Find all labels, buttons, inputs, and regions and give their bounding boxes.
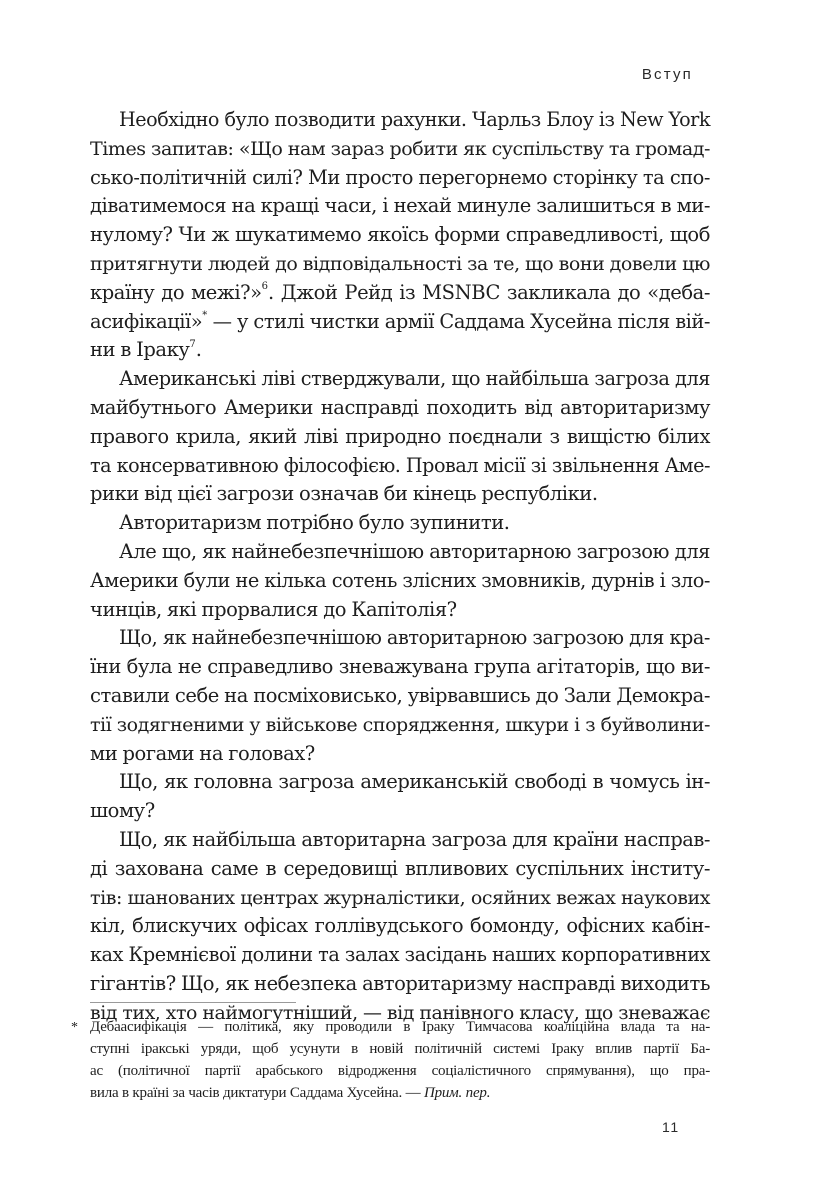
text-line <box>90 653 710 682</box>
line-text: чинців, які прорвалися до Капітолія? <box>90 597 457 621</box>
running-head: Вступ <box>641 66 693 83</box>
line-text: Що, як найнебезпечнішою авторитарною загрозою для кра- <box>119 626 710 650</box>
line-text: та консервативною філософією. Провал місії зі звільнення Аме- <box>90 453 710 477</box>
line-text: рики від цієї загрози означав би кінець республіки. <box>90 482 598 506</box>
line-text: асифікації» <box>90 309 203 333</box>
text-line <box>90 279 710 308</box>
text-line <box>90 682 710 711</box>
line-text: Авторитаризм потрібно було зупинити. <box>119 511 510 535</box>
text-line <box>90 480 710 509</box>
text-line <box>90 538 710 567</box>
text-line <box>90 970 710 999</box>
line-text: гігантів? Що, як небезпека авторитаризму насправді виходить <box>90 971 710 995</box>
line-text: діватимемося на кращі часи, і нехай минуле залишиться в ми- <box>90 194 710 218</box>
text-line <box>90 567 710 596</box>
footnote-line <box>90 1060 710 1082</box>
text-line <box>90 509 710 538</box>
line-text-after: . <box>195 338 202 362</box>
text-line <box>90 394 710 423</box>
line-text: тії зодягненими у військове спорядження, шкури і з буйволини- <box>90 713 710 736</box>
reference-mark: 6 <box>261 281 269 293</box>
line-text: Необхідно було позводити рахунки. Чарльз Блоу із New York <box>119 108 710 131</box>
line-text: Американські ліві стверджували, що найбільша загроза для <box>119 367 710 391</box>
line-text: правого крила, який ліві природно поєднали з вищістю білих <box>90 424 710 448</box>
text-line <box>90 106 710 135</box>
text-line <box>90 164 710 193</box>
line-text: Америки були не кілька сотень злісних змовників, дурнів і зло- <box>90 568 710 592</box>
text-line <box>90 192 710 221</box>
line-text: притягнути людей до відповідальності за те, що вони довели цю <box>90 252 710 275</box>
text-line <box>90 912 710 941</box>
text-line <box>90 941 710 970</box>
text-line <box>90 452 710 481</box>
footnote-line <box>90 1016 710 1038</box>
text-line <box>90 135 710 164</box>
line-text: ках Кремнієвої долини та залах засідань наших корпоративних <box>90 943 710 967</box>
text-line <box>90 308 710 337</box>
text-line <box>90 826 710 855</box>
text-line <box>90 711 710 740</box>
line-text: ни в Іраку <box>90 338 190 362</box>
body-text <box>90 106 710 1028</box>
text-line <box>90 624 710 653</box>
text-line <box>90 797 710 826</box>
text-line <box>90 740 710 769</box>
footnote-line <box>90 1082 710 1104</box>
line-text: країну до межі?» <box>90 280 262 304</box>
line-text-after: — у стилі чистки армії Саддама Хусейна після вій- <box>207 309 710 333</box>
line-text: ставили себе на посміховисько, увірвавшись до Зали Демокра- <box>90 683 710 707</box>
text-line <box>90 423 710 452</box>
footnote-text: ступні іракські уряди, щоб усунути в новій політичній системі Іраку вплив партії Ба- <box>90 1041 710 1057</box>
text-line <box>90 336 710 365</box>
line-text: тів: шанованих центрах журналістики, осяйних вежах наукових <box>90 886 710 909</box>
line-text: шому? <box>90 799 155 823</box>
line-text: ді захована саме в середовищі впливових суспільних інститу- <box>90 856 710 880</box>
page-number: 11 <box>662 1119 680 1135</box>
text-line <box>90 768 710 797</box>
footnote-text: Дебаасифікація — політика, яку проводили в Іраку Тимчасова коаліційна влада та на- <box>90 1019 710 1035</box>
footnote-text: вила в країні за часів диктатури Саддама Хусейна. — <box>90 1085 424 1101</box>
line-text: кіл, блискучих офісах голлівудського бомонду, офісних кабін- <box>90 914 710 938</box>
text-line <box>90 221 710 250</box>
text-line <box>90 855 710 884</box>
reference-mark: * <box>202 310 208 322</box>
text-line <box>90 884 710 913</box>
reference-mark: 7 <box>189 338 196 350</box>
line-text: їни була не справедливо зневажувана група агітаторів, що ви- <box>90 655 710 679</box>
line-text: Що, як найбільша авторитарна загроза для країни насправ- <box>119 827 710 851</box>
line-text: сько-політичній силі? Ми просто перегорнемо сторінку та спо- <box>90 165 710 189</box>
footnote-text: ас (політичної партії арабського відродження соціалістичного спрямування), що пра- <box>90 1063 710 1079</box>
line-text: Times запитав: «Що нам зараз робити як суспільству та громад- <box>90 137 710 160</box>
line-text: нулому? Чи ж шукатимемо якоїсь форми справедливості, щоб <box>90 223 710 247</box>
line-text: від тих, хто наймогутніший, — від панівного класу, що зневажає <box>90 1001 710 1024</box>
text-line <box>90 250 710 279</box>
footnote <box>71 1016 710 1104</box>
line-text: ми рогами на головах? <box>90 741 315 765</box>
line-text: Що, як головна загроза американській свободі в чомусь ін- <box>119 770 710 794</box>
text-line <box>90 596 710 625</box>
line-text-after: . Джой Рейд із MSNBC закликала до «деба- <box>268 280 710 304</box>
line-text: Але що, як найнебезпечнішою авторитарною загрозою для <box>119 539 710 563</box>
text-line <box>90 365 710 394</box>
footnote-line <box>90 1038 710 1060</box>
translator-note: Прим. пер. <box>423 1085 491 1101</box>
footnote-rule <box>90 1002 296 1003</box>
line-text: майбутнього Америки насправді походить від авторитаризму <box>90 395 710 419</box>
footnote-marker: * <box>71 1020 78 1035</box>
